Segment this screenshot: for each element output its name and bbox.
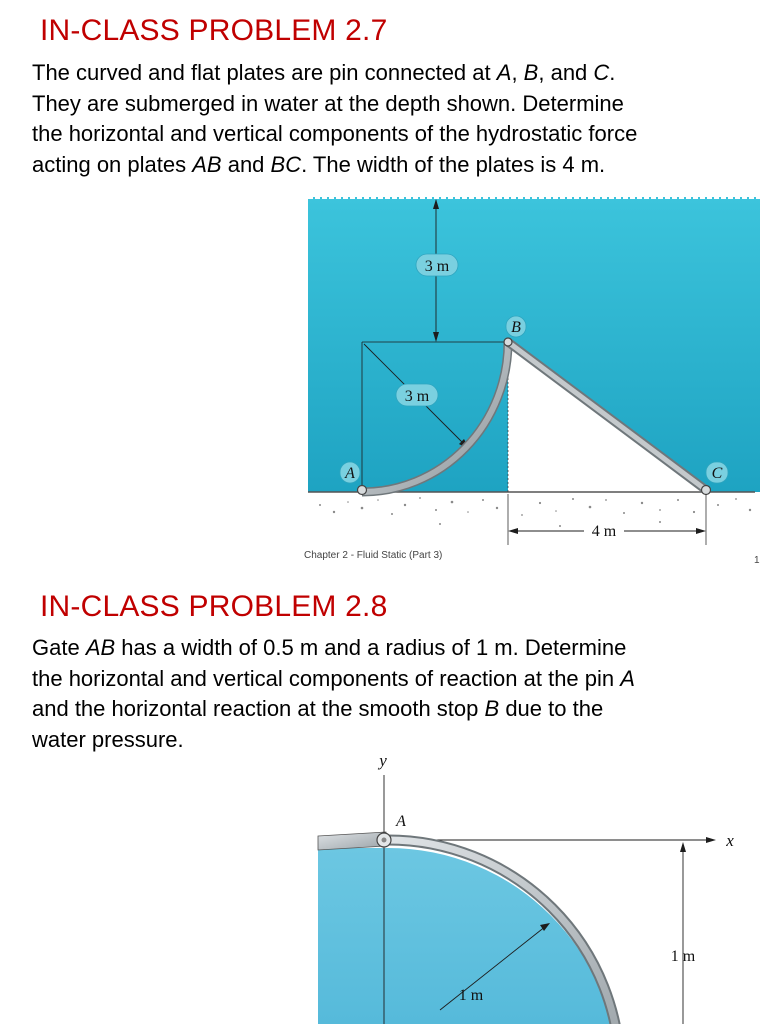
- height-label: 1 m: [670, 948, 696, 965]
- statement-line: the horizontal and vertical components of the hydrostatic force: [32, 121, 638, 146]
- problem-statement: [32, 58, 752, 180]
- point-a-label: A: [396, 813, 406, 830]
- statement-line: Gate AB has a width of 0.5 m and a radius of 1 m. Determine: [32, 635, 627, 660]
- slide-title: IN-CLASS PROBLEM 2.7: [40, 14, 388, 47]
- gate-figure: [300, 750, 760, 1024]
- point-c-label: C: [711, 465, 723, 482]
- statement-line: the horizontal and vertical components of reaction at the pin A: [32, 665, 635, 691]
- problem-statement: [32, 633, 752, 755]
- radius-label: 3 m: [404, 388, 430, 405]
- slide-problem-2-8: [0, 578, 768, 1024]
- statement-line: water pressure.: [32, 726, 184, 752]
- statement-line: They are submerged in water at the depth shown. Determine: [32, 90, 624, 116]
- radius-label: 1 m: [458, 987, 484, 1004]
- slide-separator: [0, 573, 768, 577]
- statement-line: and the horizontal reaction at the smooth stop B due to the: [32, 696, 604, 721]
- point-a-label: A: [345, 465, 355, 482]
- plates-figure: [300, 190, 768, 550]
- pin-b: [504, 338, 512, 346]
- pin-a: [358, 486, 367, 495]
- ground: [308, 492, 760, 536]
- footer-text: Chapter 2 - Fluid Static (Part 3): [304, 550, 443, 561]
- axis-x-label: x: [726, 831, 734, 850]
- point-b-label: B: [511, 319, 521, 336]
- depth-label: 3 m: [424, 258, 450, 275]
- statement-line: The curved and flat plates are pin connected at A, B, and C.: [32, 60, 616, 85]
- base-label: 4 m: [591, 523, 617, 540]
- pin-c: [702, 486, 711, 495]
- axis-y-label: y: [379, 751, 387, 770]
- statement-line: acting on plates AB and BC. The width of the plates is 4 m.: [32, 151, 606, 177]
- slide-title: IN-CLASS PROBLEM 2.8: [40, 590, 388, 623]
- page-number: 1: [754, 555, 760, 566]
